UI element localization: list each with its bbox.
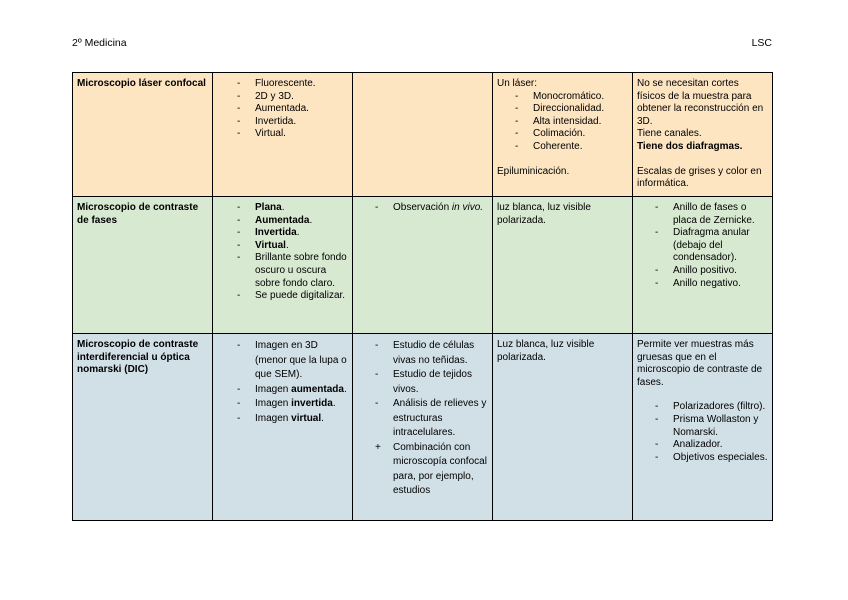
list-item: - Prisma Wollaston y Nomarski. [637, 414, 768, 439]
list-item: - Analizador. [637, 439, 768, 452]
note-text: Permite ver muestras más gruesas que en el microscopio de contraste de fases. [637, 339, 763, 388]
light-text: luz blanca, luz visible polarizada. [497, 202, 591, 226]
list-item: - Alta intensidad. [497, 116, 628, 129]
note-text: No se necesitan cortes físicos de la muestra para obtener la reconstrucción en 3D. [637, 78, 764, 127]
light-outro: Epiluminicación. [497, 165, 570, 177]
list-item: - Monocromático. [497, 91, 628, 104]
row-title: Microscopio de contraste de fases [77, 202, 199, 226]
table-row [73, 73, 773, 197]
row-title-cell [73, 197, 213, 334]
list-item: - Análisis de relieves y estructuras intracelulares. [357, 397, 488, 441]
table-row [73, 197, 773, 334]
list-item: - Plana. [217, 202, 348, 215]
list-item: - Anillo de fases o placa de Zernicke. [637, 202, 768, 227]
notes-list [637, 202, 768, 290]
row-title-cell [73, 334, 213, 521]
list-item: - Virtual. [217, 128, 348, 141]
list-item: - Imagen virtual. [217, 412, 348, 427]
list-item: - Imagen aumentada. [217, 383, 348, 398]
list-item: - Direccionalidad. [497, 103, 628, 116]
note-text: Tiene dos diafragmas. [637, 140, 743, 152]
image-list [217, 78, 348, 141]
image-cell [213, 197, 353, 334]
list-item: - Polarizadores (filtro). [637, 401, 768, 414]
list-item: - Aumentada. [217, 215, 348, 228]
row-title: Microscopio láser confocal [77, 78, 206, 89]
light-cell [493, 334, 633, 521]
image-list [217, 202, 348, 303]
notes-cell [633, 334, 773, 521]
list-item: - Se puede digitalizar. [217, 290, 348, 303]
list-item: - Estudio de tejidos vivos. [357, 368, 488, 397]
list-item: + Combinación con microscopía confocal para, por ejemplo, estudios [357, 441, 488, 499]
image-list [217, 339, 348, 426]
list-item: - Invertida. [217, 116, 348, 129]
list-item: - Observación in vivo. [357, 202, 488, 215]
list-item: - Imagen en 3D (menor que la lupa o que SEM). [217, 339, 348, 383]
note-text: Escalas de grises y color en informática. [637, 165, 762, 190]
list-item: - Diafragma anular (debajo del condensador). [637, 227, 768, 265]
list-item: - Colimación. [497, 128, 628, 141]
list-item: - 2D y 3D. [217, 91, 348, 104]
list-item: - Brillante sobre fondo oscuro u oscura sobre fondo claro. [217, 252, 348, 290]
uses-cell [353, 197, 493, 334]
notes-list [637, 401, 768, 464]
page-header-left: 2º Medicina [72, 37, 127, 49]
image-cell [213, 334, 353, 521]
list-item: - Virtual. [217, 240, 348, 253]
uses-cell [353, 334, 493, 521]
list-item: - Fluorescente. [217, 78, 348, 91]
table-row [73, 334, 773, 521]
uses-list [357, 202, 488, 215]
page-header-right: LSC [751, 37, 772, 49]
list-item: - Aumentada. [217, 103, 348, 116]
list-item: - Coherente. [497, 141, 628, 154]
uses-cell [353, 73, 493, 197]
light-intro: Un láser: [497, 78, 538, 89]
microscope-table [72, 72, 773, 521]
light-text: Luz blanca, luz visible polarizada. [497, 339, 595, 363]
list-item: - Anillo negativo. [637, 278, 768, 291]
list-item: - Anillo positivo. [637, 265, 768, 278]
notes-cell [633, 197, 773, 334]
list-item: - Invertida. [217, 227, 348, 240]
note-text: Tiene canales. [637, 128, 702, 140]
image-cell [213, 73, 353, 197]
row-title-cell [73, 73, 213, 197]
list-item: - Estudio de células vivas no teñidas. [357, 339, 488, 368]
row-title: Microscopio de contraste interdiferencial u óptica nomarski (DIC) [77, 339, 199, 376]
notes-cell [633, 73, 773, 197]
light-cell [493, 73, 633, 197]
light-list [497, 91, 628, 154]
list-item: - Imagen invertida. [217, 397, 348, 412]
uses-list [357, 339, 488, 499]
list-item: - Objetivos especiales. [637, 452, 768, 465]
light-cell [493, 197, 633, 334]
